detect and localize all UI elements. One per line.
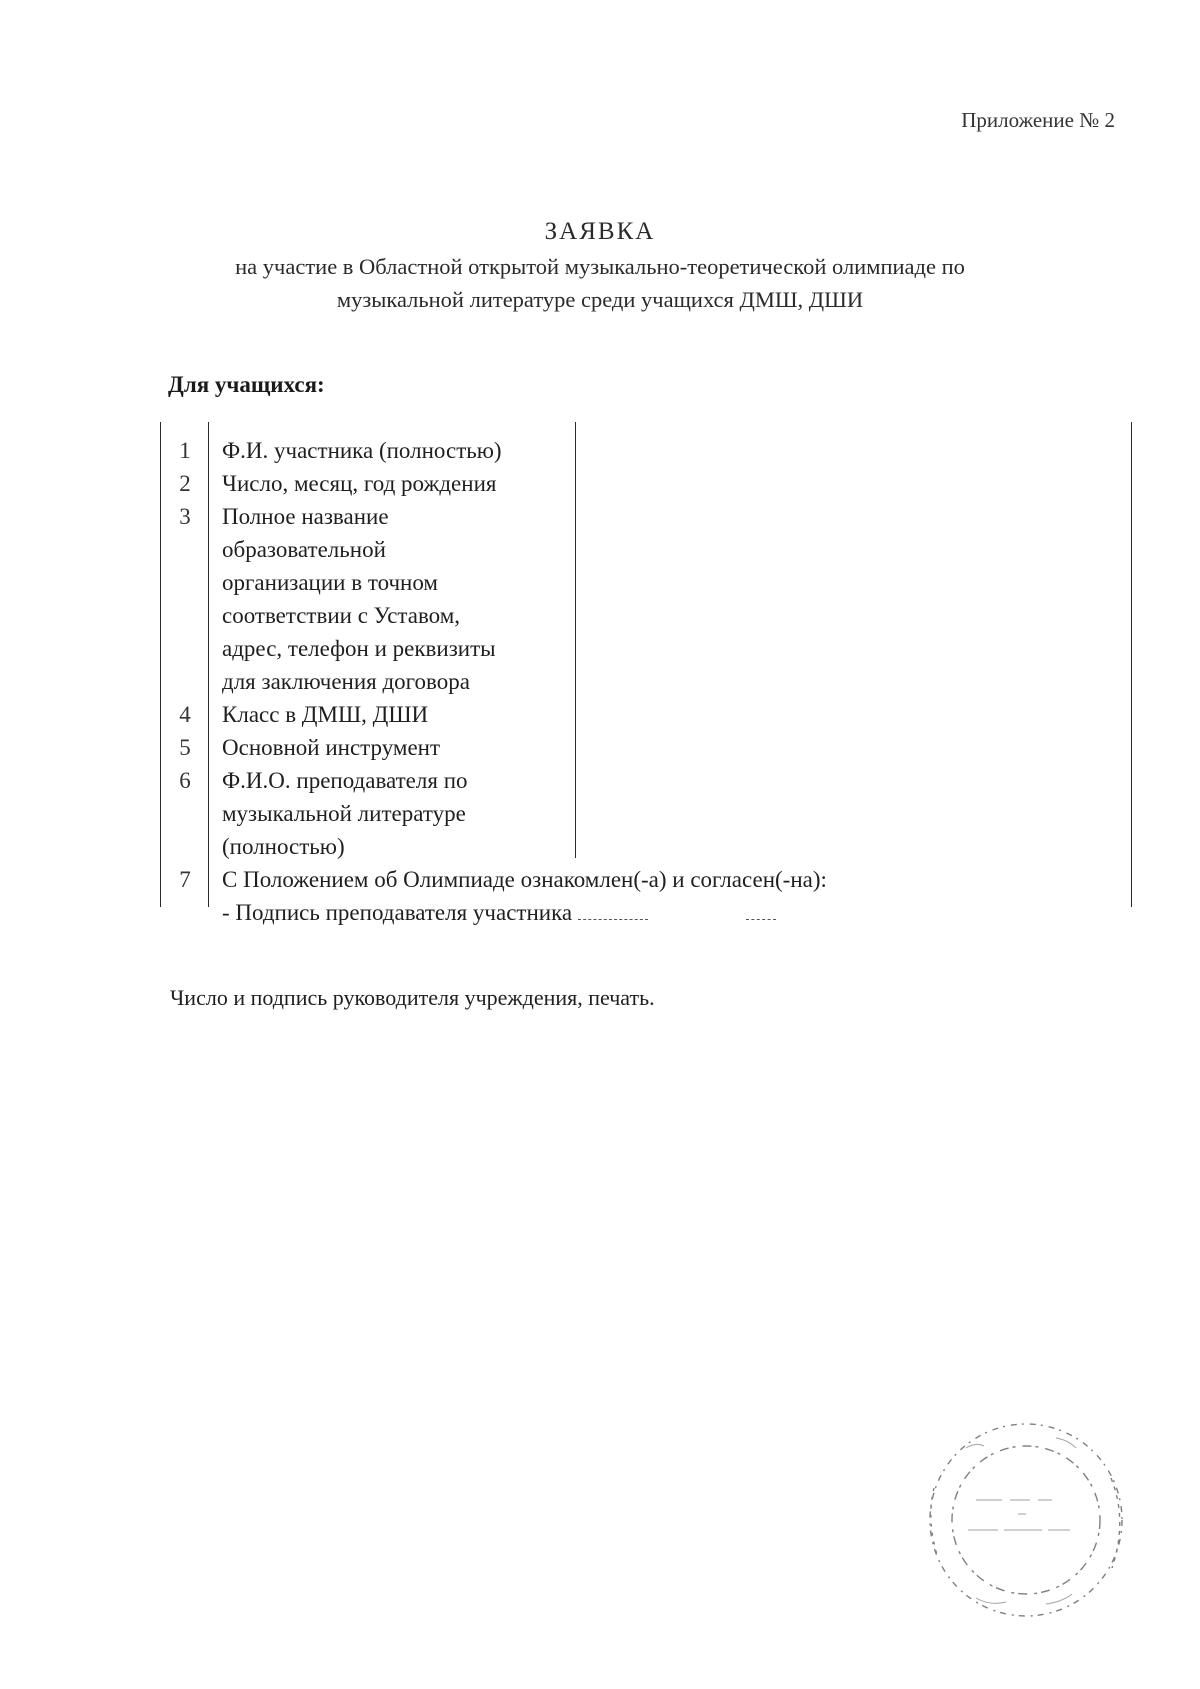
row-label-line: Полное название [222,504,389,529]
row-label-line: Число, месяц, год рождения [222,471,497,496]
row-label-line: организации в точном [222,570,438,595]
row-label [222,434,562,467]
row-number: 3 [179,504,191,529]
row-label-line: Основной инструмент [222,735,441,760]
row-number: 1 [179,438,191,463]
row-label-line: Ф.И. участника (полностью) [222,438,502,463]
row-number: 7 [179,867,191,892]
section-heading: Для учащихся: [168,372,325,397]
row-label-line: С Положением об Олимпиаде ознакомлен(-а) и согласен(-на): [222,867,827,892]
row-label [222,863,1042,929]
table-row [160,764,1132,863]
row-label [222,500,562,698]
table-row [160,434,1132,467]
application-form-table [160,434,1132,929]
row-label-line: - Подпись преподавателя участника [222,900,573,925]
title-block [0,218,1200,316]
subtitle-line-1: на участие в Областной открытой музыкально-теоретической олимпиаде по [235,254,965,279]
row-label [222,764,562,863]
row-number: 5 [179,735,191,760]
footer-note: Число и подпись руководителя учреждения, печать. [170,985,655,1010]
row-label-line: Ф.И.О. преподавателя по [222,768,468,793]
row-label [222,698,562,731]
table-row [160,698,1132,731]
row-number: 4 [179,702,191,727]
table-row [160,863,1132,929]
signature-line [222,896,1042,929]
table-row [160,731,1132,764]
row-number: 2 [179,471,191,496]
row-label [222,467,562,500]
stamp-image [906,1408,1146,1638]
signature-blank [746,919,776,920]
signature-blank [578,919,648,920]
row-label-line: (полностью) [222,834,345,859]
row-label-line: Класс в ДМШ, ДШИ [222,702,429,727]
row-label-line: музыкальной литературе [222,801,466,826]
subtitle-line-2: музыкальной литературе среди учащихся ДМШ, ДШИ [336,287,864,312]
row-label-line: адрес, телефон и реквизиты [222,636,496,661]
row-label-line: образовательной [222,537,386,562]
row-label-line: соответствии с Уставом, [222,603,461,628]
row-label [222,731,562,764]
table-row [160,500,1132,698]
appendix-label: Приложение № 2 [961,108,1115,132]
table-row [160,467,1132,500]
document-title: ЗАЯВКА [544,218,656,245]
row-label-line: для заключения договора [222,669,470,694]
row-number: 6 [179,768,191,793]
